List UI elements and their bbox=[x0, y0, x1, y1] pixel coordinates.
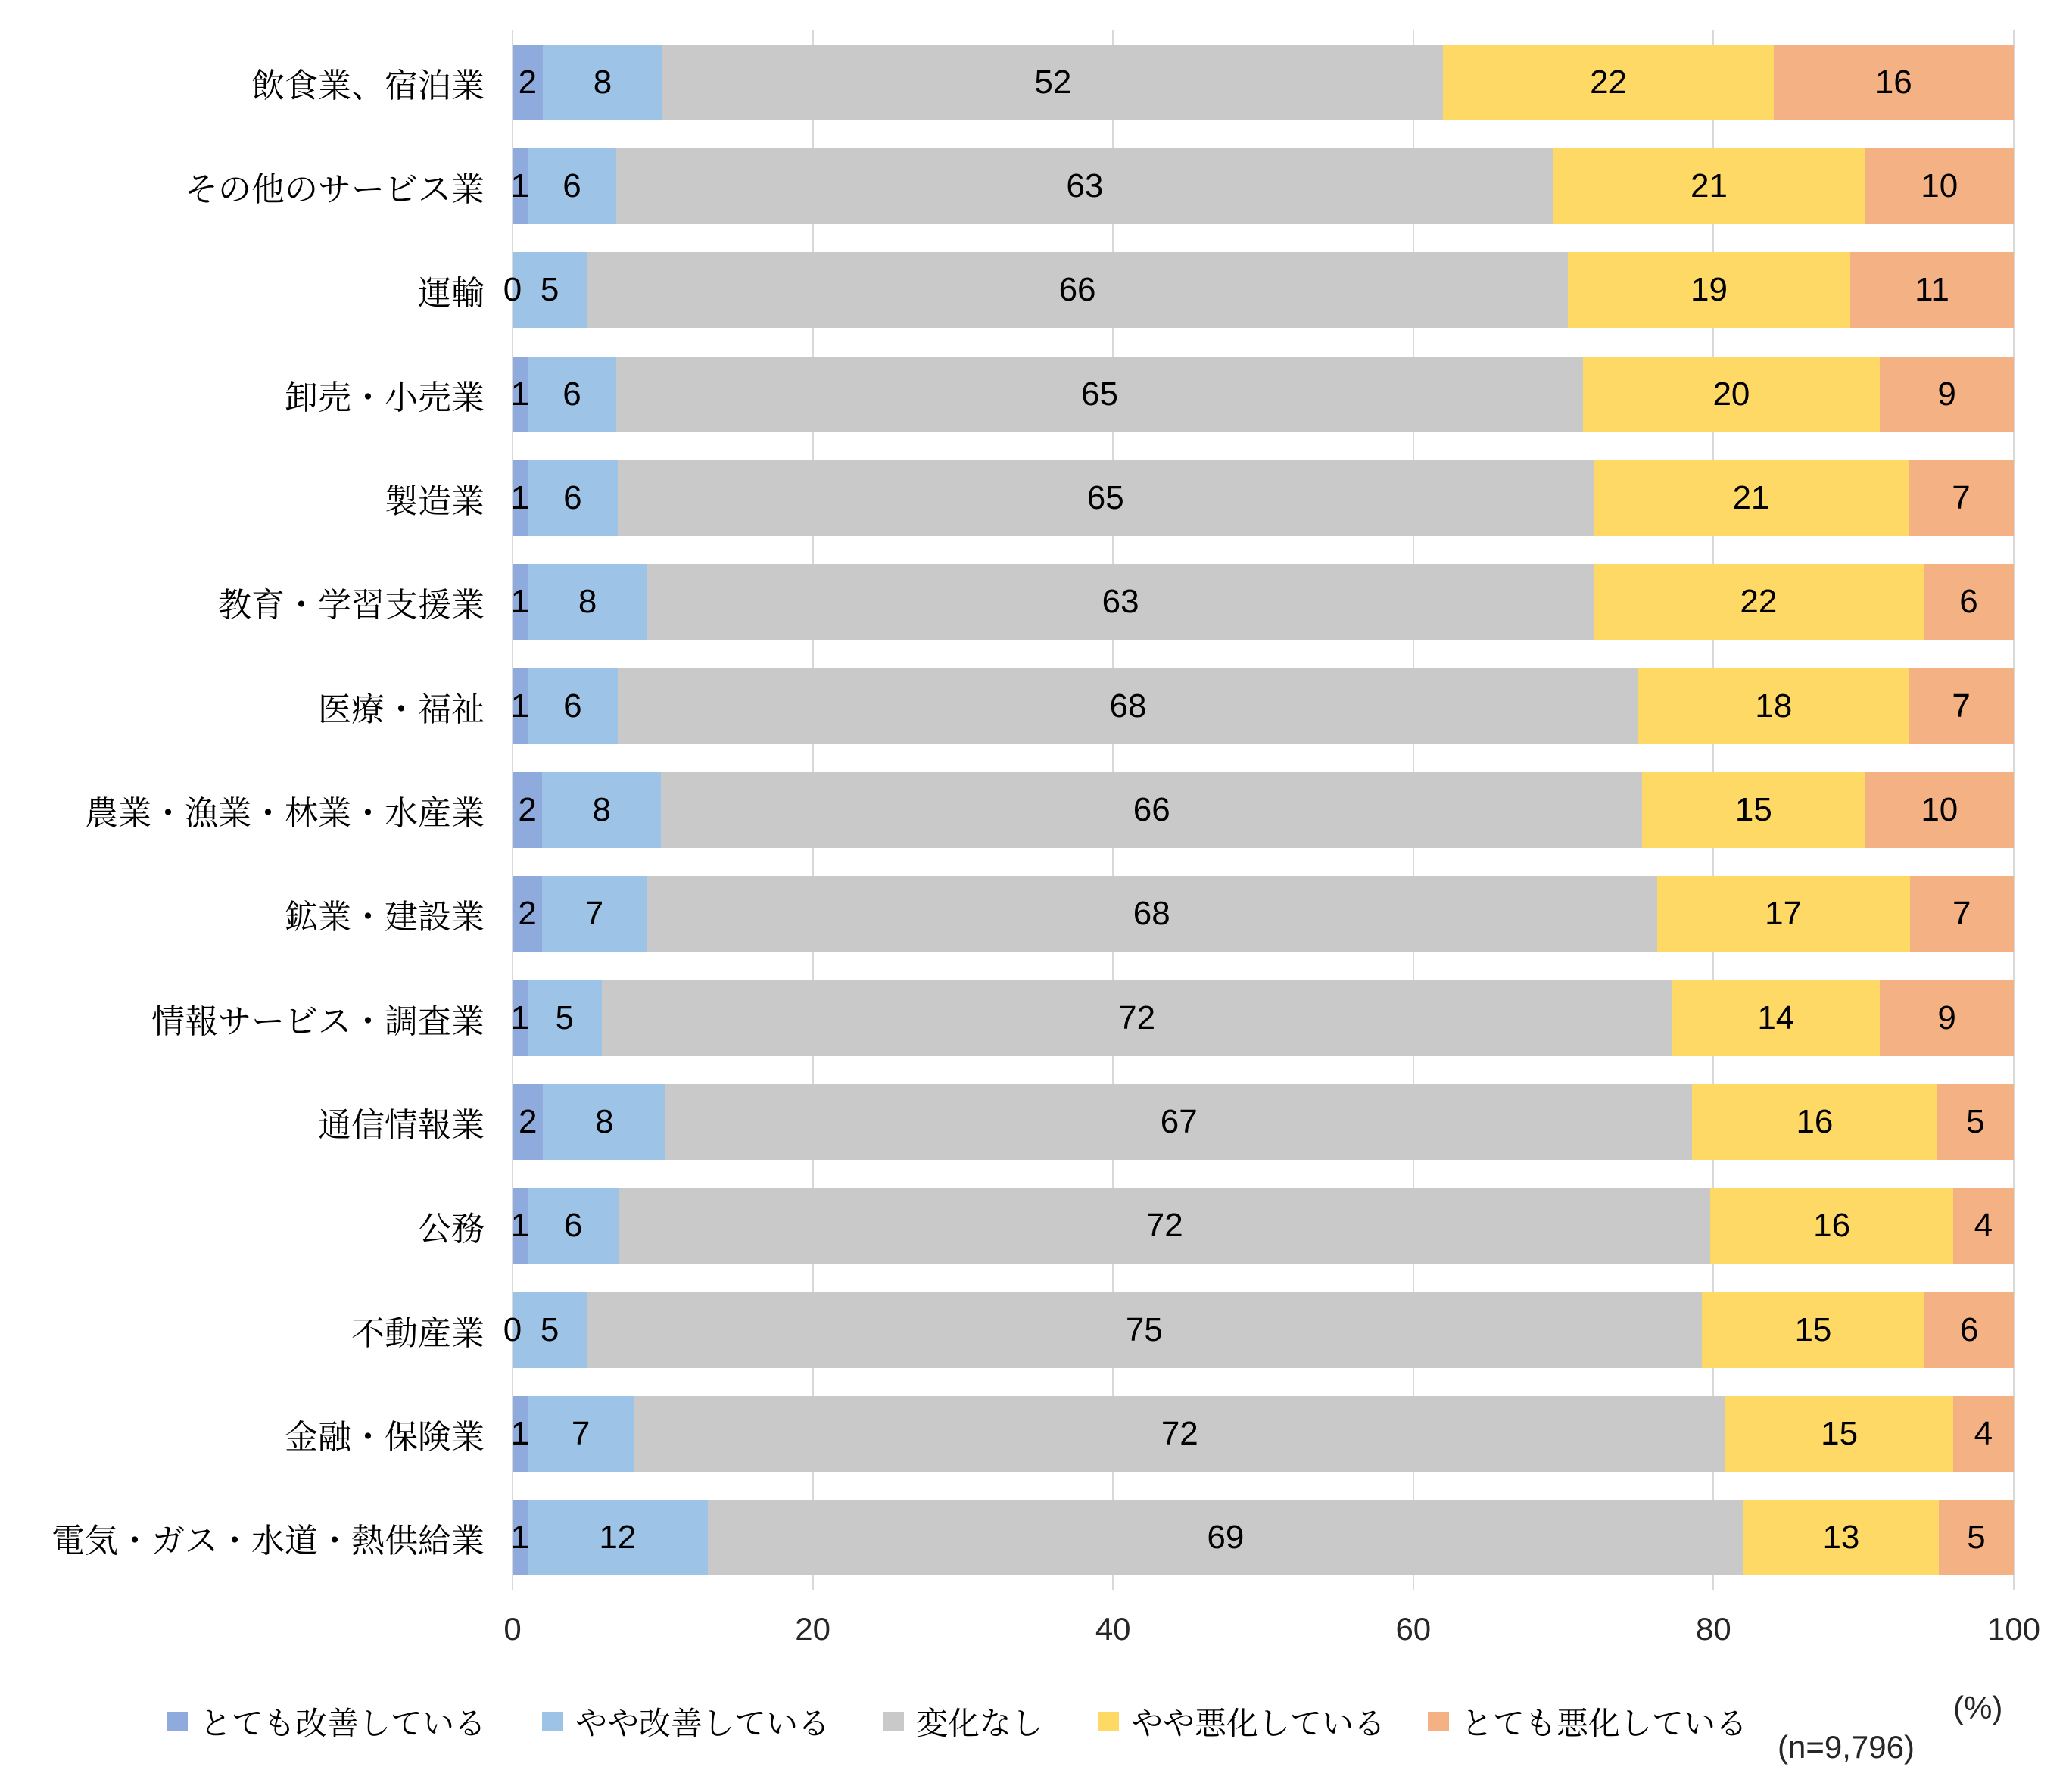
chart-row bbox=[0, 1070, 2014, 1173]
legend-item bbox=[1428, 1702, 1747, 1741]
category-label: 飲食業、宿泊業 bbox=[251, 67, 485, 104]
bar-segment bbox=[510, 357, 530, 432]
bar-segment bbox=[528, 460, 618, 536]
bar-segment bbox=[618, 460, 1594, 536]
bar-segment bbox=[510, 460, 530, 536]
chart-row bbox=[0, 30, 2014, 134]
bar-value-label: 7 bbox=[584, 895, 604, 933]
bar-value-label: 16 bbox=[1874, 63, 1912, 101]
bar-value-label: 52 bbox=[1034, 63, 1072, 101]
bar-segment bbox=[543, 1084, 665, 1160]
bar-segment bbox=[1642, 772, 1865, 848]
category-label: 通信情報業 bbox=[318, 1106, 485, 1144]
x-axis-tick-label: 60 bbox=[1395, 1611, 1432, 1647]
category-label: 運輸 bbox=[418, 275, 485, 313]
bar-value-label: 21 bbox=[1690, 167, 1728, 204]
bar-value-label: 2 bbox=[518, 1102, 538, 1140]
bar-value-label: 1 bbox=[510, 478, 530, 516]
bar-value-label: 1 bbox=[510, 1519, 530, 1557]
bar-segment bbox=[513, 252, 587, 328]
bar-segment bbox=[634, 1396, 1725, 1472]
bar-value-label: 6 bbox=[563, 1207, 583, 1245]
bar-segment bbox=[1443, 45, 1773, 120]
bar-value-label: 9 bbox=[1937, 375, 1956, 413]
bar-value-label: 9 bbox=[1937, 999, 1956, 1036]
bar-value-label: 0 bbox=[503, 1310, 522, 1348]
bar-segment bbox=[647, 876, 1657, 952]
category-label: その他のサービス業 bbox=[185, 170, 485, 208]
bar-segment bbox=[618, 668, 1638, 744]
bar-segment bbox=[510, 564, 530, 640]
legend-swatch bbox=[167, 1712, 188, 1731]
bar-value-label: 6 bbox=[563, 687, 582, 725]
bar-track bbox=[513, 876, 2014, 952]
bar-segment bbox=[1672, 980, 1880, 1056]
legend-label: 変化なし bbox=[916, 1706, 1044, 1741]
bar-value-label: 75 bbox=[1125, 1310, 1163, 1348]
chart-row bbox=[0, 1382, 2014, 1485]
bar-segment bbox=[1924, 564, 2014, 640]
bar-segment bbox=[602, 980, 1672, 1056]
bar-value-label: 67 bbox=[1160, 1102, 1198, 1140]
bar-segment bbox=[1909, 668, 2014, 744]
bar-value-label: 1 bbox=[510, 1207, 530, 1245]
bar-segment bbox=[528, 1500, 708, 1575]
bar-segment bbox=[528, 980, 602, 1056]
bar-segment bbox=[708, 1500, 1743, 1575]
bar-value-label: 15 bbox=[1734, 790, 1772, 828]
bar-segment bbox=[513, 45, 543, 120]
x-axis-tick-label: 0 bbox=[503, 1611, 522, 1647]
x-axis bbox=[503, 1611, 2041, 1650]
chart-row bbox=[0, 758, 2014, 862]
bar-value-label: 17 bbox=[1765, 895, 1803, 933]
bar-value-label: 5 bbox=[540, 1310, 559, 1348]
bar-segment bbox=[1850, 252, 2014, 328]
bar-value-label: 13 bbox=[1822, 1519, 1860, 1557]
bar-value-label: 20 bbox=[1712, 375, 1750, 413]
category-label: 医療・福祉 bbox=[318, 690, 485, 728]
bar-segment bbox=[528, 148, 617, 224]
bar-segment bbox=[1594, 460, 1909, 536]
bar-segment bbox=[528, 1188, 619, 1264]
bar-value-label: 7 bbox=[571, 1414, 591, 1452]
category-label: 公務 bbox=[418, 1211, 485, 1248]
bar-value-label: 66 bbox=[1133, 790, 1170, 828]
category-label: 不動産業 bbox=[351, 1314, 485, 1352]
bar-value-label: 12 bbox=[599, 1519, 637, 1557]
bar-segment bbox=[528, 357, 617, 432]
bar-value-label: 7 bbox=[1952, 687, 1971, 725]
bar-segment bbox=[1692, 1084, 1937, 1160]
bar-track bbox=[513, 45, 2014, 120]
legend-item bbox=[883, 1702, 1043, 1741]
bar-value-label: 1 bbox=[510, 687, 530, 725]
bar-value-label: 72 bbox=[1161, 1414, 1198, 1452]
bar-track bbox=[510, 1396, 2014, 1472]
chart-row bbox=[0, 1486, 2014, 1590]
bar-track bbox=[503, 252, 2014, 328]
bar-value-label: 16 bbox=[1796, 1102, 1834, 1140]
bar-value-label: 15 bbox=[1821, 1414, 1859, 1452]
chart-row bbox=[0, 342, 2014, 446]
legend-label: やや改善している bbox=[575, 1706, 830, 1741]
bar-value-label: 1 bbox=[510, 1414, 530, 1452]
bar-value-label: 2 bbox=[518, 895, 537, 933]
bar-segment bbox=[1702, 1292, 1925, 1368]
bar-value-label: 65 bbox=[1086, 478, 1124, 516]
bar-track bbox=[510, 1188, 2014, 1264]
bar-value-label: 7 bbox=[1952, 895, 1971, 933]
bar-value-label: 68 bbox=[1109, 687, 1147, 725]
bar-value-label: 4 bbox=[1974, 1414, 1993, 1452]
x-axis-tick-label: 100 bbox=[1987, 1611, 2041, 1647]
bar-segment bbox=[513, 772, 542, 848]
bar-value-label: 6 bbox=[1959, 583, 1978, 621]
bar-segment bbox=[665, 1084, 1692, 1160]
category-label: 製造業 bbox=[385, 482, 485, 520]
bar-value-label: 5 bbox=[555, 999, 574, 1036]
bar-track bbox=[510, 148, 2014, 224]
legend-item bbox=[1098, 1702, 1385, 1741]
x-axis-unit-label: (%) bbox=[1953, 1690, 2003, 1725]
bar-track bbox=[510, 1500, 2014, 1575]
chart-row bbox=[0, 862, 2014, 966]
bar-segment bbox=[542, 876, 646, 952]
bar-track bbox=[510, 980, 2014, 1056]
bar-segment bbox=[510, 1396, 530, 1472]
category-label: 電気・ガス・水道・熱供給業 bbox=[51, 1522, 485, 1560]
category-label: 農業・漁業・林業・水産業 bbox=[85, 794, 485, 832]
bar-value-label: 66 bbox=[1058, 271, 1096, 309]
bar-value-label: 6 bbox=[562, 167, 581, 204]
sample-size-label: (n=9,796) bbox=[1778, 1729, 1915, 1765]
bar-value-label: 1 bbox=[510, 167, 530, 204]
bar-segment bbox=[616, 148, 1553, 224]
bar-value-label: 11 bbox=[1915, 271, 1949, 309]
bar-segment bbox=[528, 564, 648, 640]
bar-value-label: 2 bbox=[518, 790, 537, 828]
bar-segment bbox=[513, 1084, 543, 1160]
bar-segment bbox=[587, 252, 1568, 328]
bar-segment bbox=[1774, 45, 2014, 120]
bar-value-label: 14 bbox=[1757, 999, 1795, 1036]
bar-segment bbox=[1937, 1084, 2014, 1160]
x-axis-tick-label: 20 bbox=[795, 1611, 830, 1647]
bar-value-label: 63 bbox=[1066, 167, 1104, 204]
bar-segment bbox=[510, 1188, 530, 1264]
bar-value-label: 8 bbox=[593, 63, 612, 101]
bar-value-label: 5 bbox=[1966, 1102, 1985, 1140]
chart-row bbox=[0, 966, 2014, 1070]
bar-segment bbox=[1865, 148, 2014, 224]
bar-segment bbox=[543, 45, 663, 120]
bar-segment bbox=[513, 1292, 587, 1368]
category-label: 情報サービス・調査業 bbox=[151, 1002, 485, 1040]
legend-label: とても悪化している bbox=[1461, 1706, 1748, 1741]
bar-segment bbox=[1953, 1188, 2014, 1264]
bar-segment bbox=[1553, 148, 1865, 224]
bar-value-label: 63 bbox=[1102, 583, 1139, 621]
bar-segment bbox=[1710, 1188, 1952, 1264]
bar-value-label: 1 bbox=[510, 375, 530, 413]
bar-value-label: 5 bbox=[1967, 1519, 1986, 1557]
bar-segment bbox=[510, 1500, 530, 1575]
bar-rows bbox=[0, 30, 2014, 1590]
chart-row bbox=[0, 134, 2014, 238]
bar-value-label: 5 bbox=[540, 271, 559, 309]
bar-segment bbox=[1594, 564, 1924, 640]
bar-segment bbox=[510, 668, 530, 744]
bar-segment bbox=[1910, 876, 2014, 952]
bar-segment bbox=[616, 357, 1582, 432]
bar-segment bbox=[513, 876, 542, 952]
bar-track bbox=[513, 772, 2014, 848]
chart-row bbox=[0, 654, 2014, 758]
bar-segment bbox=[1953, 1396, 2014, 1472]
bar-value-label: 69 bbox=[1207, 1519, 1245, 1557]
category-label: 卸売・小売業 bbox=[285, 379, 485, 416]
bar-segment bbox=[1583, 357, 1881, 432]
bar-segment bbox=[528, 668, 618, 744]
legend-label: とても改善している bbox=[200, 1706, 487, 1741]
bar-segment bbox=[510, 148, 530, 224]
bar-value-label: 0 bbox=[503, 271, 522, 309]
bar-segment bbox=[1743, 1500, 1939, 1575]
bar-segment bbox=[1880, 980, 2014, 1056]
bar-segment bbox=[1638, 668, 1909, 744]
bar-segment bbox=[1725, 1396, 1952, 1472]
bar-segment bbox=[619, 1188, 1710, 1264]
bar-value-label: 1 bbox=[510, 583, 530, 621]
legend-swatch bbox=[1428, 1712, 1449, 1731]
bar-segment bbox=[1909, 460, 2014, 536]
bar-segment bbox=[1865, 772, 2014, 848]
legend-swatch bbox=[883, 1712, 904, 1731]
bar-value-label: 7 bbox=[1952, 478, 1971, 516]
x-axis-tick-label: 80 bbox=[1696, 1611, 1731, 1647]
bar-segment bbox=[1657, 876, 1910, 952]
legend-item bbox=[542, 1702, 830, 1741]
bar-track bbox=[513, 1084, 2014, 1160]
chart-row bbox=[0, 1278, 2014, 1382]
bar-segment bbox=[1939, 1500, 2014, 1575]
bar-value-label: 16 bbox=[1813, 1207, 1851, 1245]
chart-legend bbox=[0, 1702, 2066, 1747]
bar-value-label: 6 bbox=[563, 478, 582, 516]
bar-track bbox=[510, 357, 2014, 432]
category-label: 金融・保険業 bbox=[285, 1418, 485, 1456]
bar-track bbox=[503, 1292, 2014, 1368]
bar-segment bbox=[528, 1396, 634, 1472]
bar-value-label: 1 bbox=[510, 999, 530, 1036]
chart-row bbox=[0, 446, 2014, 550]
bar-track bbox=[510, 564, 2014, 640]
bar-segment bbox=[1924, 1292, 2014, 1368]
bar-value-label: 19 bbox=[1691, 271, 1728, 309]
bar-value-label: 21 bbox=[1732, 478, 1770, 516]
bar-segment bbox=[647, 564, 1593, 640]
bar-value-label: 72 bbox=[1118, 999, 1156, 1036]
bar-value-label: 65 bbox=[1081, 375, 1118, 413]
category-label: 教育・学習支援業 bbox=[218, 587, 485, 625]
bar-segment bbox=[661, 772, 1642, 848]
legend-swatch bbox=[1098, 1712, 1119, 1731]
x-axis-tick-label: 40 bbox=[1095, 1611, 1131, 1647]
bar-value-label: 68 bbox=[1133, 895, 1170, 933]
bar-value-label: 10 bbox=[1921, 167, 1958, 204]
bar-value-label: 8 bbox=[595, 1102, 614, 1140]
bar-value-label: 8 bbox=[592, 790, 612, 828]
legend-label: やや悪化している bbox=[1131, 1706, 1386, 1741]
category-label: 鉱業・建設業 bbox=[285, 899, 485, 937]
bar-value-label: 2 bbox=[518, 63, 538, 101]
bar-value-label: 15 bbox=[1794, 1310, 1832, 1348]
bar-segment bbox=[587, 1292, 1702, 1368]
bar-segment bbox=[542, 772, 661, 848]
bar-segment bbox=[1568, 252, 1850, 328]
bar-segment bbox=[510, 980, 530, 1056]
bar-value-label: 8 bbox=[578, 583, 597, 621]
bar-value-label: 4 bbox=[1974, 1207, 1993, 1245]
bar-value-label: 22 bbox=[1740, 583, 1778, 621]
bar-value-label: 6 bbox=[1959, 1310, 1979, 1348]
bar-value-label: 22 bbox=[1590, 63, 1628, 101]
bar-segment bbox=[1880, 357, 2014, 432]
legend-item bbox=[167, 1702, 486, 1741]
bar-value-label: 18 bbox=[1755, 687, 1793, 725]
bar-value-label: 10 bbox=[1921, 790, 1958, 828]
bar-track bbox=[510, 668, 2014, 744]
bar-segment bbox=[662, 45, 1443, 120]
chart-row bbox=[0, 550, 2014, 654]
chart-row bbox=[0, 238, 2014, 342]
chart-row bbox=[0, 1174, 2014, 1278]
bar-track bbox=[510, 460, 2014, 536]
bar-value-label: 6 bbox=[562, 375, 581, 413]
bar-value-label: 72 bbox=[1145, 1207, 1183, 1245]
legend-swatch bbox=[542, 1712, 563, 1731]
